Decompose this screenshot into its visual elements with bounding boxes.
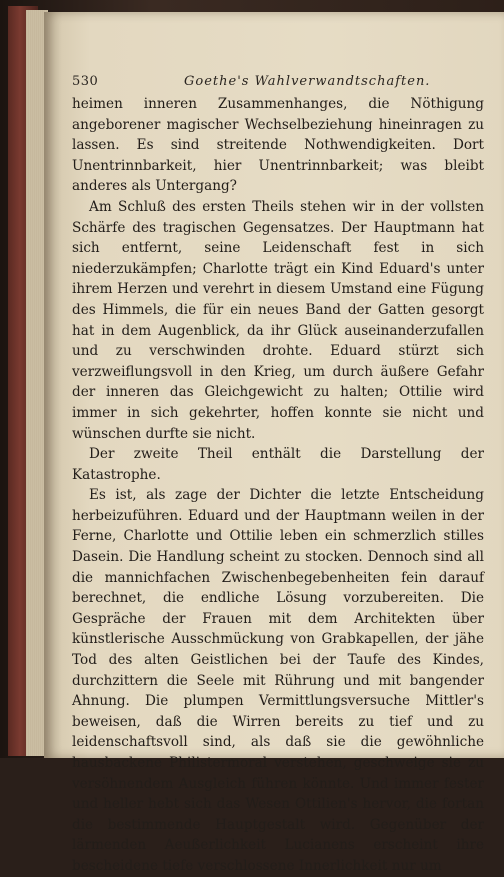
page-header (72, 72, 492, 94)
page-body (72, 94, 484, 877)
page-number: 530 (72, 74, 99, 89)
paragraph: heimen inneren Zusammenhanges, die Nöthigung angeborener magischer Wechselbeziehung hineinragen zu lassen. Es sind streitende Nothwendigkeiten. Dort Unentrinnbarkeit, hier Unentrinnbarkeit; was bleibt anderes als Untergang? (72, 96, 484, 195)
paragraph: Am Schluß des ersten Theils stehen wir in der vollsten Schärfe des tragischen Gegensatzes. Der Hauptmann hat sich entfernt, seine Leidenschaft fest in sich niederzukämpfen; Charlotte trägt ein Kind Eduard's unter ihrem Herzen und verehrt in diesem Umstand eine Fügung des Himmels, die für ein neues Band der Gatten gesorgt hat in dem Augenblick, da ihr Glück auseinanderzufallen und zu verschwinden drohte. Eduard stürzt sich verzweiflungsvoll in den Krieg, um durch äußere Gefahr der inneren das Gleichgewicht zu halten; Ottilie wird immer in sich gekehrter, hoffen konnte sie nicht und wünschen durfte sie nicht. (72, 198, 484, 442)
paragraph: Der zweite Theil enthält die Darstellung der Katastrophe. (72, 446, 484, 483)
paragraph: Es ist, als zage der Dichter die letzte Entscheidung herbeizuführen. Eduard und der Hauptmann weilen in der Ferne, Charlotte und Ottilie leben ein schmerzlich stilles Dasein. Die Handlung scheint zu stocken. Dennoch sind all die mannichfachen Zwischenbegebenheiten fein darauf berechnet, die endliche Lösung vorzubereiten. Die Gespräche der Frauen mit dem Architekten über künstlerische Ausschmückung von Grabkapellen, der jähe Tod des alten Geistlichen bei der Taufe des Kindes, durchzittern die Seele mit Rührung und mit bangender Ahnung. Die plumpen Vermittlungsversuche Mittler's beweisen, daß die Wirren bereits zu tief und zu leidenschaftsvoll sind, als daß sie die gewöhnliche hausbackene Philistermoral verstehen, geschweige sie zu versöhnendem Ausgleich führen könnte. Und immer fester und heller hebt sich das Wesen Ottilien's hervor, die fortan die bestimmende Hauptgestalt wird. Gegenüber der lärmenden Aeußerlichkeit Lucianens erscheint ihre bescheidene tiefe verschlossene Innerlichkeit nur um (72, 487, 484, 874)
running-title: Goethe's Wahlverwandtschaften. (184, 74, 431, 89)
